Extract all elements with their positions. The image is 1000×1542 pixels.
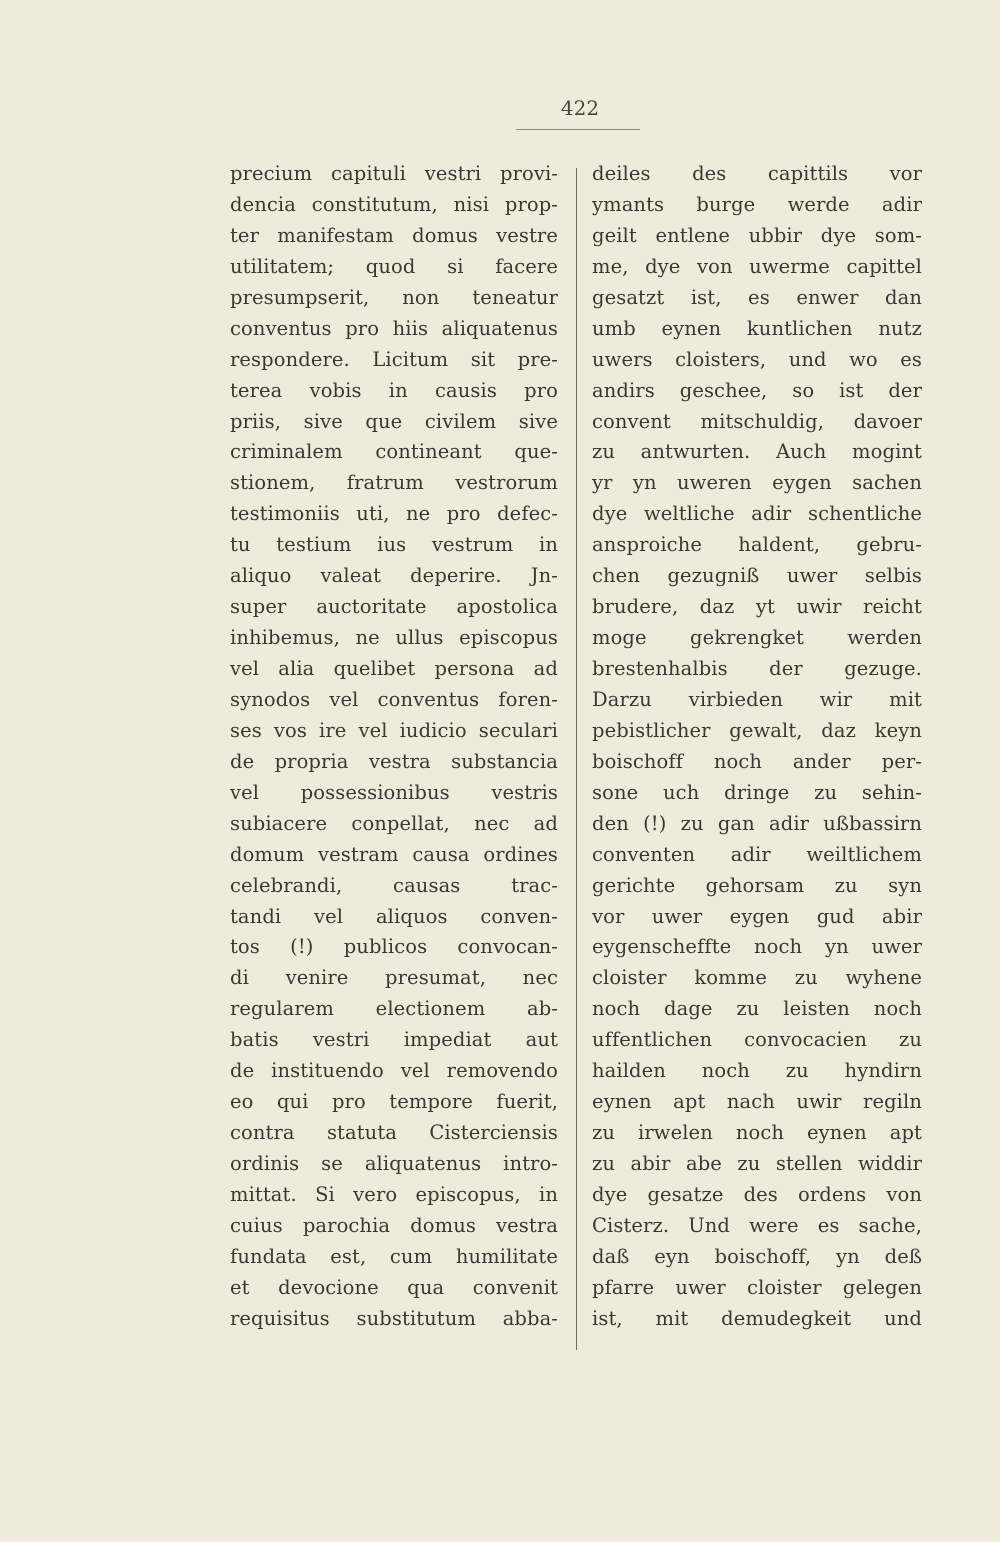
latin-text-line: inhibemus, ne ullus episcopus: [230, 626, 558, 650]
german-text-line: cloister komme zu wyhene: [592, 966, 922, 990]
latin-text-line: presumpserit, non teneatur: [230, 285, 558, 309]
latin-text-line: utilitatem; quod si facere: [230, 254, 558, 278]
german-text-line: zu antwurten. Auch mogint: [592, 440, 922, 464]
german-text-line: geilt entlene ubbir dye som-: [592, 223, 922, 247]
latin-text-line: priis, sive que civilem sive: [230, 409, 558, 433]
latin-text-line: subiacere conpellat, nec ad: [230, 811, 558, 835]
german-text-line: eynen apt nach uwir regiln: [592, 1090, 922, 1114]
latin-text-line: vel possessionibus vestris: [230, 780, 558, 804]
latin-text-line: terea vobis in causis pro: [230, 378, 558, 402]
german-text-line: pebistlicher gewalt, daz keyn: [592, 718, 922, 742]
german-text-line: me, dye von uwerme capittel: [592, 254, 922, 278]
latin-text-line: celebrandi, causas trac-: [230, 873, 558, 897]
latin-text-line: ses vos ire vel iudicio seculari: [230, 718, 558, 742]
german-text-line: gesatzt ist, es enwer dan: [592, 285, 922, 309]
latin-text-line: criminalem contineant que-: [230, 440, 558, 464]
german-text-line: ymants burge werde adir: [592, 192, 922, 216]
german-text-line: eygenscheffte noch yn uwer: [592, 935, 922, 959]
latin-text-line: contra statuta Cisterciensis: [230, 1121, 558, 1145]
latin-text-line: tandi vel aliquos conven-: [230, 904, 558, 928]
german-text-line: zu irwelen noch eynen apt: [592, 1121, 922, 1145]
german-text-line: zu abir abe zu stellen widdir: [592, 1152, 922, 1175]
latin-text-line: de instituendo vel removendo: [230, 1059, 558, 1083]
german-text-line: brudere, daz yt uwir reicht: [592, 595, 922, 619]
german-text-line: hailden noch zu hyndirn: [592, 1059, 922, 1083]
page-number: 422: [560, 96, 600, 120]
german-text-line: deiles des capittils vor: [592, 162, 922, 185]
german-text-line: ist, mit demudegkeit und: [592, 1306, 922, 1330]
german-text-line: boischoff noch ander per-: [592, 749, 922, 773]
latin-text-line: testimoniis uti, ne pro defec-: [230, 502, 558, 526]
german-text-line: dye weltliche adir schentliche: [592, 502, 922, 526]
german-text-line: dye gesatze des ordens von: [592, 1182, 922, 1206]
right-column-german: [592, 159, 922, 1335]
german-text-line: Darzu virbieden wir mit: [592, 687, 922, 711]
german-text-line: gerichte gehorsam zu syn: [592, 873, 922, 897]
latin-text-line: fundata est, cum humilitate: [230, 1244, 558, 1268]
latin-text-line: eo qui pro tempore fuerit,: [230, 1090, 558, 1114]
german-text-line: umb eynen kuntlichen nutz: [592, 316, 922, 340]
german-text-line: conventen adir weiltlichem: [592, 842, 922, 866]
column-divider: [576, 168, 577, 1350]
latin-text-line: synodos vel conventus foren-: [230, 687, 558, 711]
latin-text-line: di venire presumat, nec: [230, 966, 558, 990]
german-text-line: sone uch dringe zu sehin-: [592, 780, 922, 804]
latin-text-line: conventus pro hiis aliquatenus: [230, 316, 558, 340]
german-text-line: ansproiche haldent, gebru-: [592, 533, 922, 557]
german-text-line: pfarre uwer cloister gelegen: [592, 1275, 922, 1299]
latin-text-line: super auctoritate apostolica: [230, 595, 558, 619]
german-text-line: Cisterz. Und were es sache,: [592, 1213, 922, 1237]
german-text-line: uwers cloisters, und wo es: [592, 347, 922, 371]
german-text-line: yr yn uweren eygen sachen: [592, 471, 922, 495]
latin-text-line: batis vestri impediat aut: [230, 1028, 558, 1052]
latin-text-line: de propria vestra substancia: [230, 749, 558, 773]
latin-text-line: requisitus substitutum abba-: [230, 1306, 558, 1330]
german-text-line: vor uwer eygen gud abir: [592, 904, 922, 928]
latin-text-line: respondere. Licitum sit pre-: [230, 347, 558, 371]
german-text-line: moge gekrengket werden: [592, 626, 922, 650]
german-text-line: chen gezugniß uwer selbis: [592, 564, 922, 588]
header-rule: [516, 129, 640, 130]
left-column-latin: [230, 159, 558, 1335]
latin-text-line: regularem electionem ab-: [230, 997, 558, 1021]
latin-text-line: et devocione qua convenit: [230, 1275, 558, 1299]
latin-text-line: tu testium ius vestrum in: [230, 533, 558, 557]
latin-text-line: dencia constitutum, nisi prop-: [230, 192, 558, 216]
german-text-line: noch dage zu leisten noch: [592, 997, 922, 1021]
latin-text-line: vel alia quelibet persona ad: [230, 657, 558, 680]
german-text-line: brestenhalbis der gezuge.: [592, 657, 922, 680]
german-text-line: andirs geschee, so ist der: [592, 378, 922, 402]
latin-text-line: aliquo valeat deperire. Jn-: [230, 564, 558, 588]
latin-text-line: ordinis se aliquatenus intro-: [230, 1152, 558, 1175]
latin-text-line: tos (!) publicos convocan-: [230, 935, 558, 959]
latin-text-line: cuius parochia domus vestra: [230, 1213, 558, 1237]
german-text-line: daß eyn boischoff, yn deß: [592, 1244, 922, 1268]
german-text-line: uffentlichen convocacien zu: [592, 1028, 922, 1052]
latin-text-line: stionem, fratrum vestrorum: [230, 471, 558, 495]
latin-text-line: domum vestram causa ordines: [230, 842, 558, 866]
latin-text-line: ter manifestam domus vestre: [230, 223, 558, 247]
german-text-line: convent mitschuldig, davoer: [592, 409, 922, 433]
latin-text-line: mittat. Si vero episcopus, in: [230, 1182, 558, 1206]
latin-text-line: precium capituli vestri provi-: [230, 162, 558, 185]
german-text-line: den (!) zu gan adir ußbassirn: [592, 811, 922, 835]
